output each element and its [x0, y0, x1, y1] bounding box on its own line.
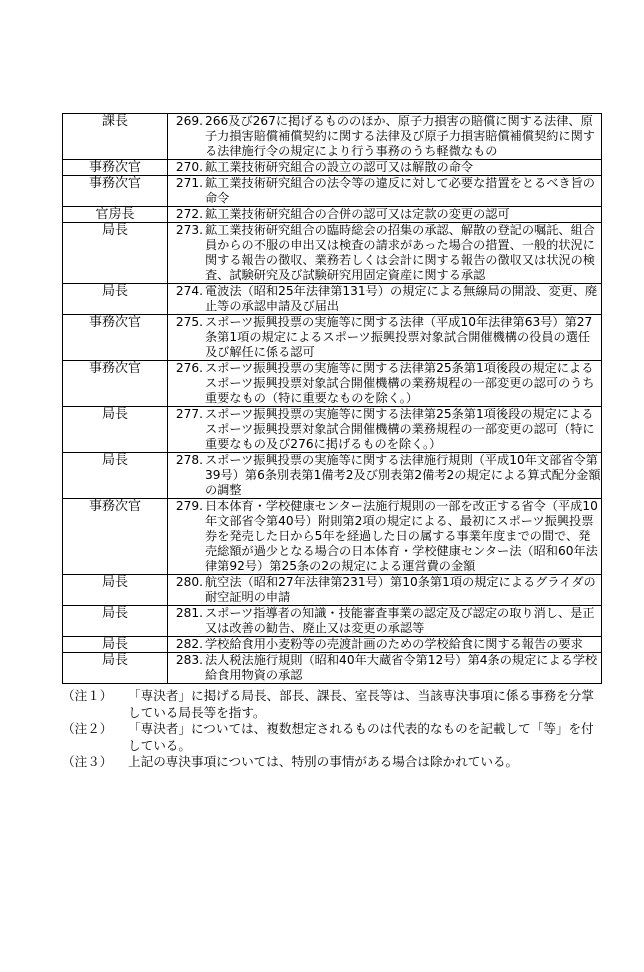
- item-cell: [168, 361, 602, 407]
- approver-cell: 事務次官: [63, 361, 168, 407]
- item-cell: [168, 114, 602, 160]
- table-row: [63, 407, 602, 453]
- item-cell: [168, 499, 602, 575]
- approver-cell: 局長: [63, 407, 168, 453]
- item-cell: [168, 453, 602, 499]
- note-item: [62, 721, 602, 754]
- item-number: 277.: [175, 407, 203, 421]
- item-text: 法人税法施行規則（昭和40年大蔵省令第12号）第4条の規定による学校給食用物資の承認: [205, 653, 598, 682]
- item-cell: [168, 160, 602, 176]
- approver-cell: 局長: [63, 653, 168, 684]
- table-row: [63, 114, 602, 160]
- item-cell: [168, 637, 602, 653]
- approver-cell: 事務次官: [63, 160, 168, 176]
- table-row: [63, 453, 602, 499]
- approver-cell: 局長: [63, 453, 168, 499]
- item-cell: [168, 606, 602, 637]
- approver-cell: 事務次官: [63, 315, 168, 361]
- table-row: [63, 284, 602, 315]
- note-text: 上記の専決事項については、特別の事情がある場合は除かれている。: [128, 754, 519, 769]
- item-number: 280.: [175, 575, 203, 589]
- item-number: 275.: [175, 315, 203, 329]
- item-text: 学校給食用小麦粉等の売渡計画のための学校給食に関する報告の要求: [205, 637, 583, 651]
- table-row: [63, 575, 602, 606]
- item-number: 283.: [175, 653, 203, 667]
- item-text: 電波法（昭和25年法律第131号）の規定による無線局の開設、変更、廃止等の承認申請及び届出: [205, 284, 598, 313]
- item-number: 272.: [175, 207, 203, 221]
- note-label: （注１）: [62, 688, 113, 703]
- item-text: 日本体育・学校健康センター法施行規則の一部を改正する省令（平成10年文部省令第40号）附則第2項の規定による、最初にスポーツ振興投票券を発売した日から5年を経過した日の属する事業年度までの間で、発売総額が過少となる場合の日本体育・学校健康センター法（昭和60年法律第92号）第25条の2の規定による運営費の金額: [205, 499, 598, 573]
- document-page: [62, 113, 602, 771]
- item-text: 鉱工業技術研究組合の臨時総会の招集の承認、解散の登記の嘱託、組合員からの不服の申出又は検査の請求があった場合の措置、一般的状況に関する報告の徴収、業務若しくは会計に関する報告の徴収又は状況の検査、試験研究及び試験研究用固定資産に関する承認: [205, 223, 595, 282]
- approver-cell: 官房長: [63, 207, 168, 223]
- approver-cell: 局長: [63, 637, 168, 653]
- item-number: 276.: [175, 361, 203, 375]
- item-number: 279.: [175, 499, 203, 513]
- notes-section: [62, 688, 602, 771]
- note-label: （注３）: [62, 754, 113, 769]
- item-text: スポーツ振興投票の実施等に関する法律第25条第1項後段の規定によるスポーツ振興投票対象試合開催機構の業務規程の一部変更の認可（特に重要なもの及び276に掲げるものを除く。）: [205, 407, 595, 451]
- item-number: 278.: [175, 453, 203, 467]
- item-number: 282.: [175, 637, 203, 651]
- approver-cell: 局長: [63, 606, 168, 637]
- item-cell: [168, 176, 602, 207]
- item-number: 281.: [175, 606, 203, 620]
- table-row: [63, 499, 602, 575]
- note-text: 「専決者」に掲げる局長、部長、課長、室長等は、当該専決事項に係る事務を分掌している局長等を指す。: [128, 688, 594, 720]
- table-row: [63, 176, 602, 207]
- approver-cell: 局長: [63, 223, 168, 284]
- item-text: 航空法（昭和27年法律第231号）第10条第1項の規定によるグライダの耐空証明の申請: [205, 575, 596, 604]
- table-row: [63, 606, 602, 637]
- item-text: スポーツ指導者の知識・技能審査事業の認定及び認定の取り消し、是正又は改善の勧告、廃止又は変更の承認等: [205, 606, 595, 635]
- item-text: 鉱工業技術研究組合の合併の認可又は定款の変更の認可: [205, 207, 510, 221]
- item-number: 274.: [175, 284, 203, 298]
- item-cell: [168, 207, 602, 223]
- table-row: [63, 637, 602, 653]
- table-row: [63, 160, 602, 176]
- item-number: 269.: [175, 114, 203, 128]
- table-row: [63, 207, 602, 223]
- item-cell: [168, 407, 602, 453]
- item-cell: [168, 223, 602, 284]
- item-text: 鉱工業技術研究組合の設立の認可又は解散の命令: [205, 160, 474, 174]
- approver-cell: 事務次官: [63, 176, 168, 207]
- item-text: 266及び267に掲げるもののほか、原子力損害の賠償に関する法律、原子力損害賠償補償契約に関する法律及び原子力損害賠償補償契約に関する法律施行令の規定により行う事務のうち軽微なもの: [205, 114, 595, 158]
- item-text: スポーツ振興投票の実施等に関する法律（平成10年法律第63号）第27条第1項の規定によるスポーツ振興投票対象試合開催機構の役員の選任及び解任に係る認可: [205, 315, 593, 359]
- item-cell: [168, 284, 602, 315]
- delegation-table-body: [63, 114, 602, 684]
- item-number: 270.: [175, 160, 203, 174]
- item-number: 273.: [175, 223, 203, 237]
- item-text: スポーツ振興投票の実施等に関する法律第25条第1項後段の規定によるスポーツ振興投票対象試合開催機構の業務規程の一部変更の認可のうち重要なもの（特に重要なものを除く。）: [205, 361, 595, 405]
- table-row: [63, 653, 602, 684]
- approver-cell: 課長: [63, 114, 168, 160]
- item-cell: [168, 653, 602, 684]
- note-text: 「専決者」については、複数想定されるものは代表的なものを記載して「等」を付している。: [128, 721, 594, 753]
- item-text: スポーツ振興投票の実施等に関する法律施行規則（平成10年文部省令第39号）第6条別表第1備考2及び別表第2備考2の規定による算式配分金額の調整: [205, 453, 601, 497]
- table-row: [63, 315, 602, 361]
- approver-cell: 局長: [63, 575, 168, 606]
- item-cell: [168, 315, 602, 361]
- item-number: 271.: [175, 176, 203, 190]
- item-cell: [168, 575, 602, 606]
- delegation-table: [62, 113, 602, 684]
- note-item: [62, 688, 602, 721]
- approver-cell: 局長: [63, 284, 168, 315]
- note-label: （注２）: [62, 721, 113, 736]
- table-row: [63, 361, 602, 407]
- item-text: 鉱工業技術研究組合の法令等の違反に対して必要な措置をとるべき旨の命令: [205, 176, 595, 205]
- table-row: [63, 223, 602, 284]
- note-item: [62, 754, 602, 771]
- approver-cell: 事務次官: [63, 499, 168, 575]
